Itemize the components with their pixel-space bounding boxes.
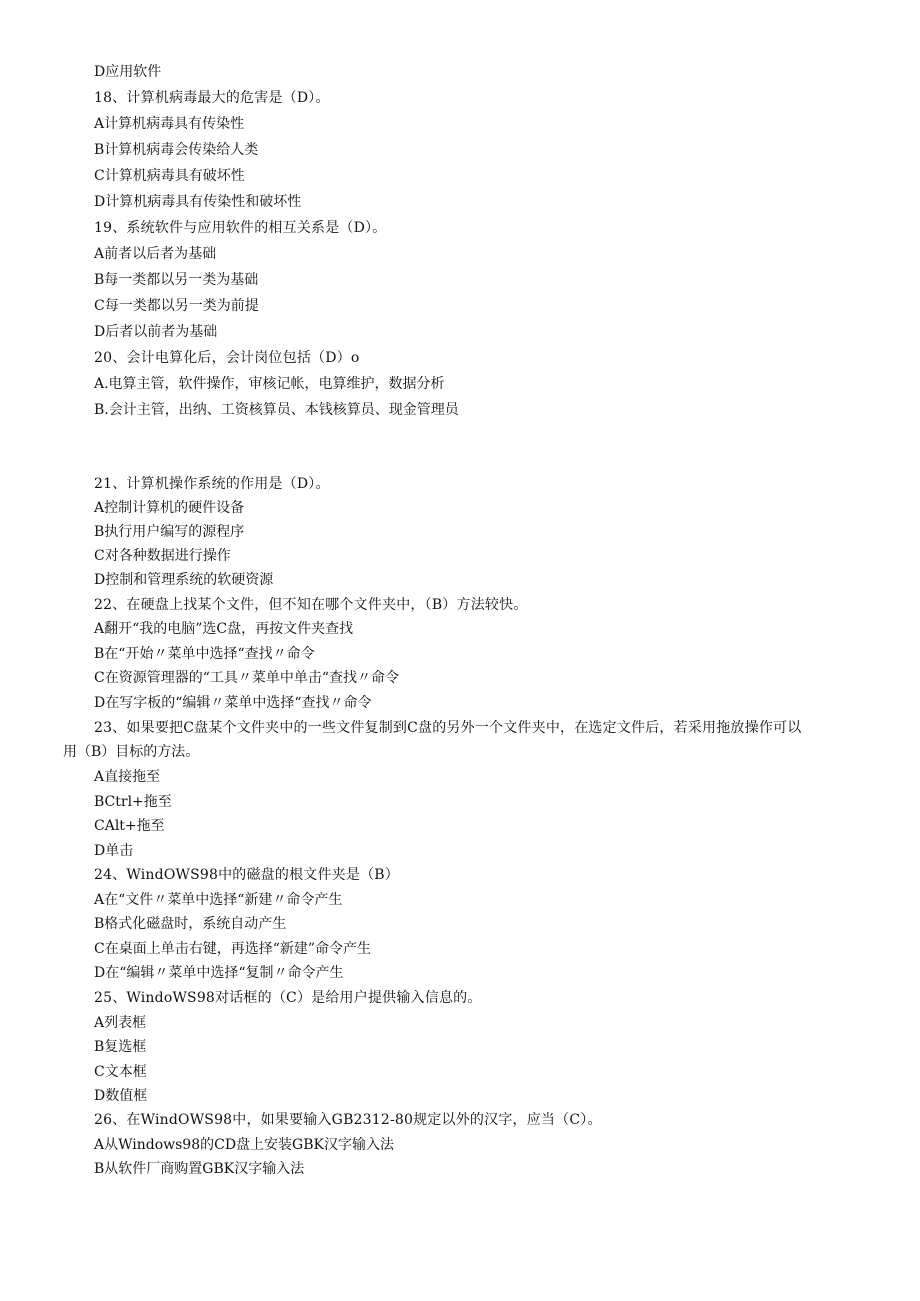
option-line: B.会计主管，出纳、工资核算员、本钱核算员、现金管理员 <box>94 402 459 418</box>
option-line: B每一类都以另一类为基础 <box>94 272 259 288</box>
question-line: 20、会计电算化后，会计岗位包括（D）o <box>94 350 360 366</box>
question-line: 24、WindOWS98中的磁盘的根文件夹是（B） <box>94 867 399 883</box>
option-line: C每一类都以另一类为前提 <box>94 298 259 314</box>
question-line: 19、系统软件与应用软件的相互关系是（D）。 <box>94 220 387 236</box>
option-line: B复选框 <box>94 1039 147 1055</box>
option-line: C在桌面上单击右键，再选择“新建”命令产生 <box>94 941 372 957</box>
question-line: 21、计算机操作系统的作用是（D）。 <box>94 476 330 492</box>
option-line: D后者以前者为基础 <box>94 324 218 340</box>
option-line: D在“编辑〃菜单中选择“复制〃命令产生 <box>94 965 344 981</box>
option-line: A.电算主管，软件操作，审核记帐，电算维护，数据分析 <box>94 376 445 392</box>
question-line: 25、WindoWS98对话框的（C）是给用户提供输入信息的。 <box>94 990 482 1006</box>
option-line: BCtrl+拖至 <box>94 794 172 810</box>
option-line: C对各种数据进行操作 <box>94 548 231 564</box>
option-line: A计算机病毒具有传染性 <box>94 116 245 132</box>
option-line: D在写字板的“编辑〃菜单中选择“查找〃命令 <box>94 695 372 711</box>
option-line: B计算机病毒会传染给人类 <box>94 142 259 158</box>
option-line: A在“文件〃菜单中选择“新建〃命令产生 <box>94 892 343 908</box>
option-line: B格式化磁盘时，系统自动产生 <box>94 916 287 932</box>
question-line-continued: 用（B）目标的方法。 <box>63 744 200 760</box>
option-line: A控制计算机的硬件设备 <box>94 500 245 516</box>
option-line: D数值框 <box>94 1088 148 1104</box>
option-line: D单击 <box>94 843 134 859</box>
option-line: D计算机病毒具有传染性和破坏性 <box>94 194 302 210</box>
option-line: A翻开“我的电脑”选C盘，再按文件夹查找 <box>94 621 354 637</box>
option-line: CAlt+拖至 <box>94 818 165 834</box>
option-line: A列表框 <box>94 1015 147 1031</box>
option-line: B从软件厂商购置GBK汉字输入法 <box>94 1161 305 1177</box>
option-line: A直接拖至 <box>94 769 161 785</box>
option-line: A前者以后者为基础 <box>94 246 217 262</box>
option-line: B执行用户编写的源程序 <box>94 524 245 540</box>
question-line: 22、在硬盘上找某个文件，但不知在哪个文件夹中，（B）方法较快。 <box>94 597 528 613</box>
option-line: D控制和管理系统的软硬资源 <box>94 572 274 588</box>
option-line: A从Windows98的CD盘上安装GBK汉字输入法 <box>94 1137 394 1153</box>
question-line: 26、在WindOWS98中，如果要输入GB2312-80规定以外的汉字，应当（C）。 <box>94 1112 602 1128</box>
question-line: 18、计算机病毒最大的危害是（D）。 <box>94 90 330 106</box>
option-line: C在资源管理器的“工具〃菜单中单击“查找〃命令 <box>94 670 400 686</box>
option-line: B在“开始〃菜单中选择“查找〃命令 <box>94 646 315 662</box>
question-line: 23、如果要把C盘某个文件夹中的一些文件复制到C盘的另外一个文件夹中，在选定文件后，若采用拖放操作可以 <box>94 720 802 736</box>
option-line: C文本框 <box>94 1064 147 1080</box>
option-line: C计算机病毒具有破坏性 <box>94 168 245 184</box>
option-line: D应用软件 <box>94 64 162 80</box>
